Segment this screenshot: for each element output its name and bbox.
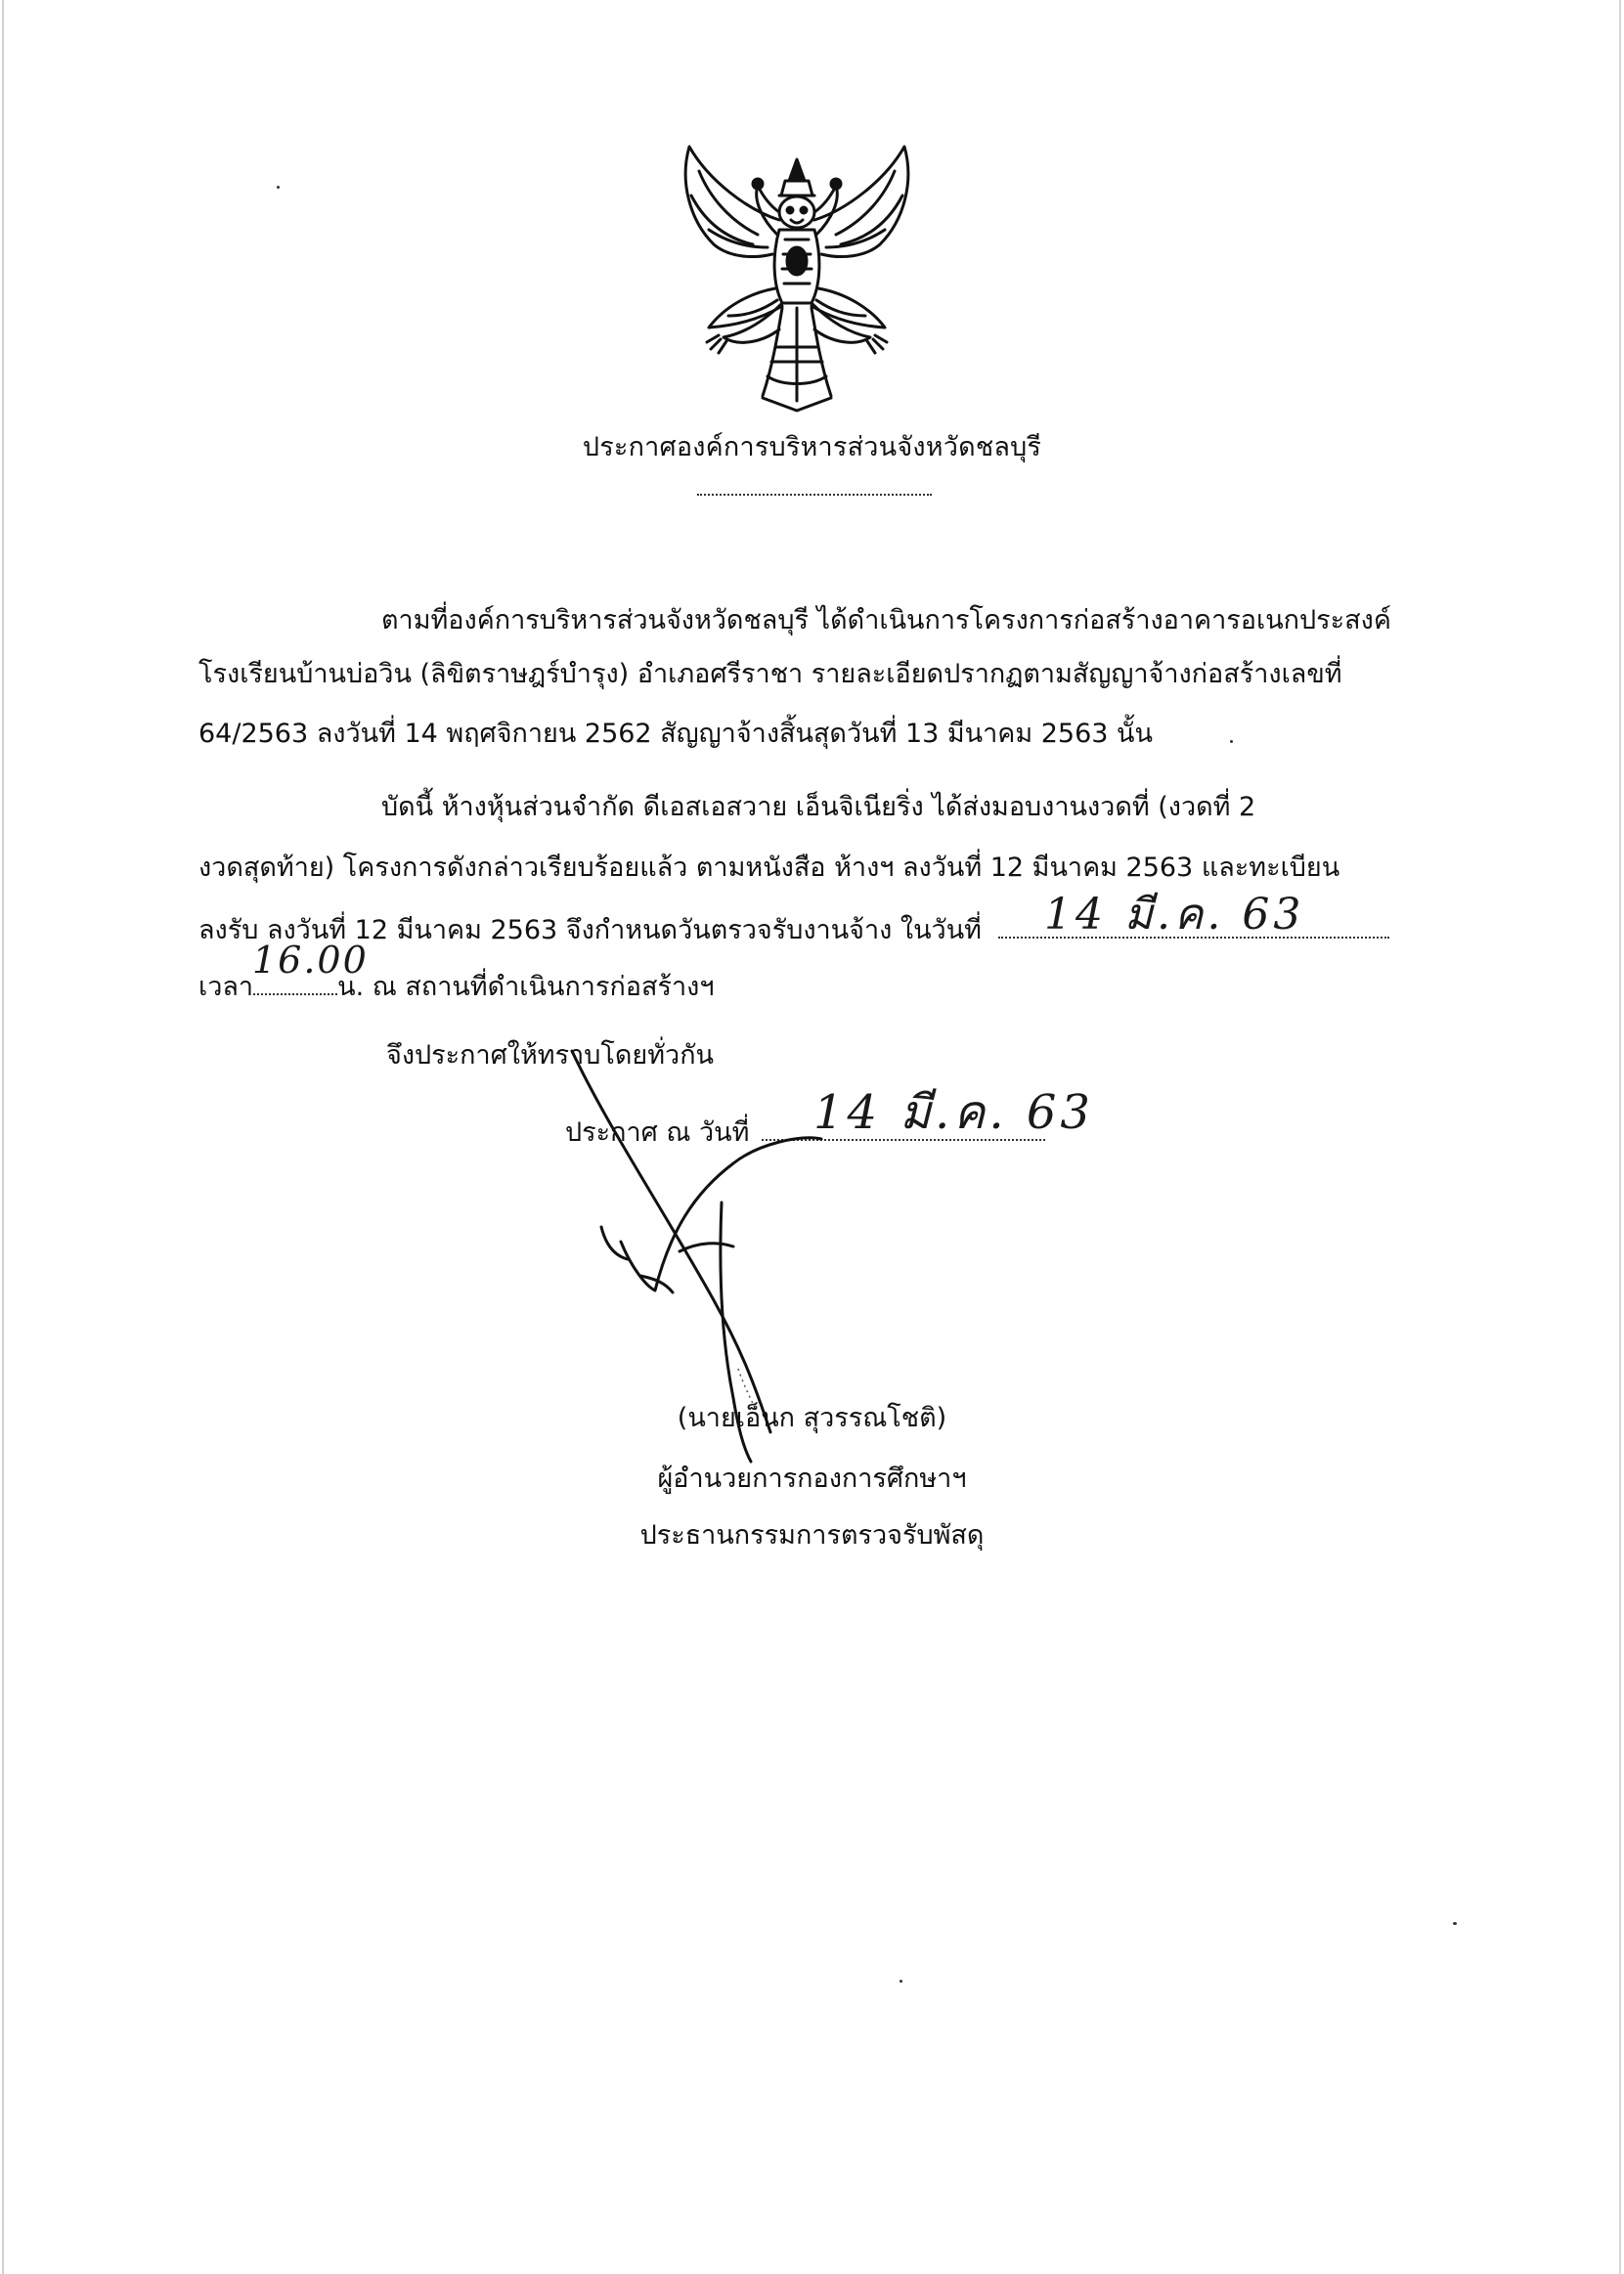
scan-speck	[1453, 1922, 1457, 1925]
garuda-emblem-icon	[670, 142, 924, 415]
time-label: เวลา	[198, 972, 254, 1002]
paragraph2-line1: บัดนี้ ห้างหุ้นส่วนจำกัด ดีเอสเอสวาย เอ็นจิเนียริ่ง ได้ส่งมอบงานงวดที่ (งวดที่ 2	[381, 792, 1256, 822]
paragraph1-line2: โรงเรียนบ้านบ่อวิน (ลิขิตราษฎร์บำรุง) อำเภอศรีราชา รายละเอียดปรากฏตามสัญญาจ้างก่อสร้างเลขที่	[198, 659, 1342, 689]
scan-edge-left	[2, 0, 4, 2274]
inspection-date-label: ลงรับ ลงวันที่ 12 มีนาคม 2563 จึงกำหนดวันตรวจรับงานจ้าง ในวันที่	[198, 915, 982, 945]
title-divider	[697, 494, 932, 496]
scan-speck	[900, 1980, 902, 1983]
time-handwritten: 16.00	[252, 939, 369, 982]
paragraph2-line2: งวดสุดท้าย) โครงการดังกล่าวเรียบร้อยแล้ว ตามหนังสือ ห้างฯ ลงวันที่ 12 มีนาคม 2563 และทะเบียน	[198, 853, 1340, 883]
document-title: ประกาศองค์การบริหารส่วนจังหวัดชลบุรี	[582, 432, 1042, 462]
signer-position2: ประธานกรรมการตรวจรับพัสดุ	[639, 1520, 985, 1551]
scan-speck	[277, 186, 280, 189]
announce-date-handwritten: 14 มี.ค. 63	[813, 1085, 1094, 1140]
signer-position1: ผู้อำนวยการกองการศึกษาฯ	[657, 1464, 967, 1494]
time-suffix: น. ณ สถานที่ดำเนินการก่อสร้างฯ	[337, 972, 715, 1002]
inspection-date-handwritten: 14 มี.ค. 63	[1044, 890, 1305, 940]
scan-edge-right	[1619, 0, 1621, 2274]
announce-line: จึงประกาศให้ทราบโดยทั่วกัน	[386, 1040, 714, 1071]
signer-name: (นายเอ็นก สุวรรณโชติ)	[677, 1403, 947, 1433]
announce-date-label: ประกาศ ณ วันที่	[565, 1117, 750, 1148]
paragraph1-line3: 64/2563 ลงวันที่ 14 พฤศจิกายน 2562 สัญญาจ้างสิ้นสุดวันที่ 13 มีนาคม 2563 นั้น	[198, 719, 1153, 749]
scan-speck	[1230, 740, 1233, 743]
paragraph1-line1: ตามที่องค์การบริหารส่วนจังหวัดชลบุรี ได้ดำเนินการโครงการก่อสร้างอาคารอเนกประสงค์	[381, 605, 1391, 635]
